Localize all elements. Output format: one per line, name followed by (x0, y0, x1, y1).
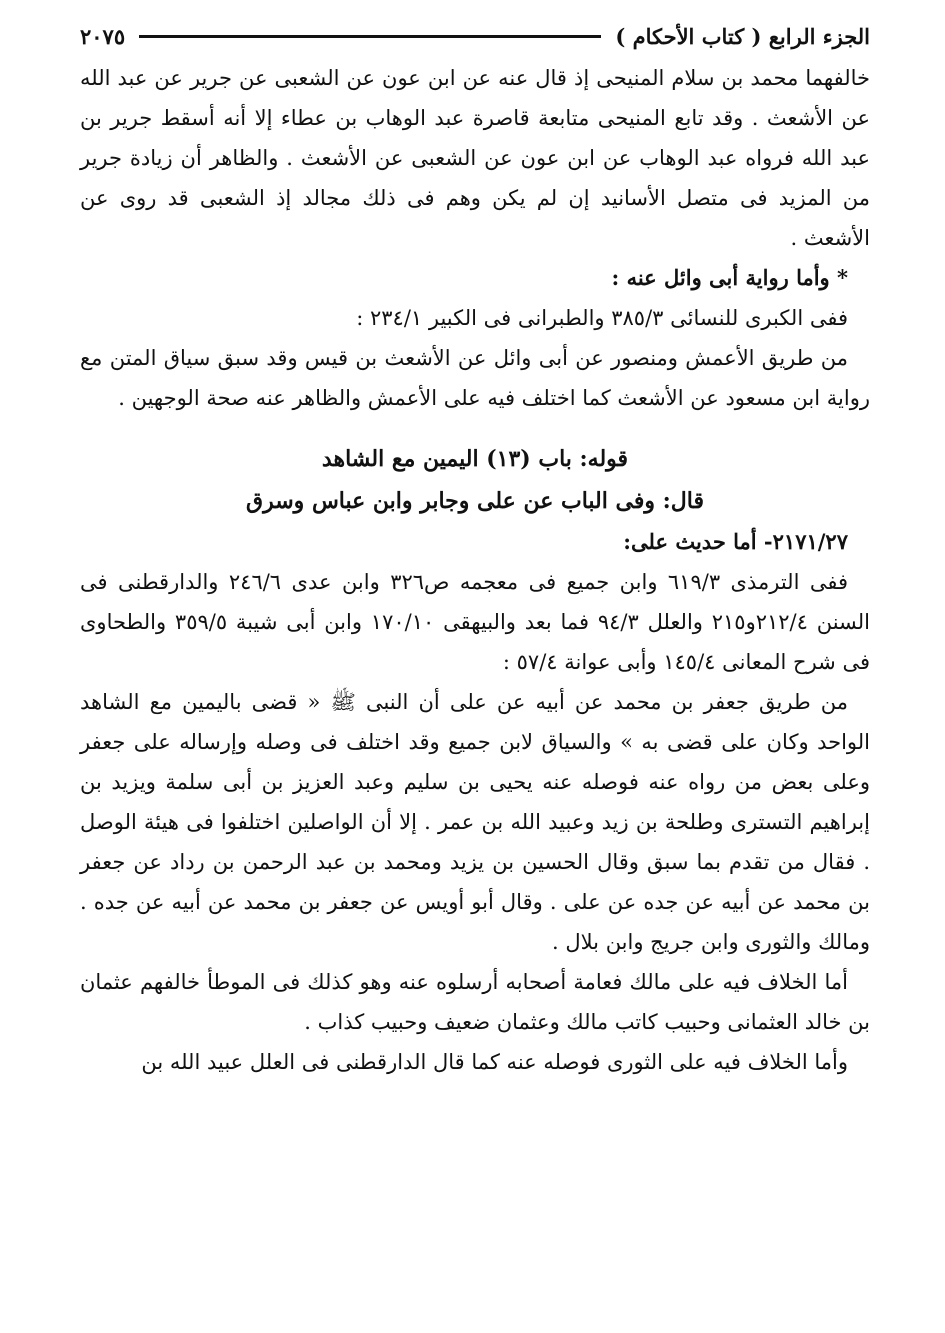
header-rule (139, 35, 601, 38)
running-title: الجزء الرابع ( كتاب الأحكام ) (615, 23, 870, 49)
paragraph-thawri: وأما الخلاف فيه على الثورى فوصله عنه كما قال الدارقطنى فى العلل عبيد الله بن (141, 1050, 848, 1074)
paragraph-malik: أما الخلاف فيه على مالك فعامة أصحابه أرسلوه عنه وهو كذلك فى الموطأ خالفهم عثمان بن خالد العثمانى وحبيب كاتب مالك وعثمان ضعيف وحبيب كذاب . (80, 970, 870, 1034)
sources-abu-wail: ففى الكبرى للنسائى ٣٨٥/٣ والطبرانى فى الكبير ٢٣٤/١ : (356, 306, 848, 330)
hadith-ali-title: ٢١٧١/٢٧- أما حديث على: (623, 529, 848, 554)
paragraph-abu-wail: من طريق الأعمش ومنصور عن أبى وائل عن الأشعث بن قيس وقد سبق سياق المتن مع رواية ابن مسعود عن الأشعث كما اختلف فيه على الأعمش والظاهر عنه صحة الوجهين . (80, 346, 870, 410)
section-gap (80, 418, 870, 438)
paragraph-hadith-ali: من طريق جعفر بن محمد عن أبيه عن على أن النبى ﷺ « قضى باليمين مع الشاهد الواحد وكان على قضى به » والسياق لابن جميع وقد اختلف فى وصله وإرساله على جعفر وعلى بعض من رواه عنه فوصله عنه يحيى بن سليم وعبد العزيز بن أبى سلمة ويزيد بن إبراهيم التسترى وطلحة بن زيد وعبيد الله بن عمر . إلا أن الواصلين اختلفوا فى هيئة الوصل . فقال من تقدم بما سبق وقال الحسين بن يزيد ومحمد بن عبد الرحمن بن رداد عن جعفر بن محمد عن أبيه عن جده عن على . وقال أبو أويس عن جعفر بن محمد عن أبيه عن جده . ومالك والثورى وابن جريج وابن بلال . (80, 690, 870, 954)
page-number: ٢٠٧٥ (80, 23, 126, 49)
paragraph-continuation: خالفهما محمد بن سلام المنيحى إذ قال عنه عن ابن عون عن الشعبى عن جرير عن عبد الله عن الأشعث . وقد تابع المنيحى متابعة قاصرة عبد الوهاب بن عطاء إلا أنه أسقط جرير بن عبد الله فرواه عبد الوهاب عن ابن عون عن الشعبى عن الأشعث . والظاهر أن زيادة جرير من المزيد فى متصل الأسانيد إن لم يكن وهم فى ذلك مجالد إذ الشعبى قد روى عن الأشعث . (80, 66, 870, 250)
chapter-subheading: قال: وفى الباب عن على وجابر وابن عباس وسرق (246, 488, 704, 514)
chapter-heading: قوله: باب (١٣) اليمين مع الشاهد (321, 446, 629, 472)
document-page (80, 14, 870, 1082)
page-header (80, 14, 870, 58)
page-body (80, 58, 870, 1082)
section-title-abu-wail: * وأما رواية أبى وائل عنه : (611, 265, 848, 290)
sources-hadith-ali: ففى الترمذى ٦١٩/٣ وابن جميع فى معجمه ص٣٢٦ وابن عدى ٢٤٦/٦ والدارقطنى فى السنن ٢١٢/٤و٢١٥ والعلل ٩٤/٣ فما بعد والبيهقى ١٧٠/١٠ وابن أبى شيبة ٣٥٩/٥ والطحاوى فى شرح المعانى ١٤٥/٤ وأبى عوانة ٥٧/٤ : (80, 570, 870, 674)
